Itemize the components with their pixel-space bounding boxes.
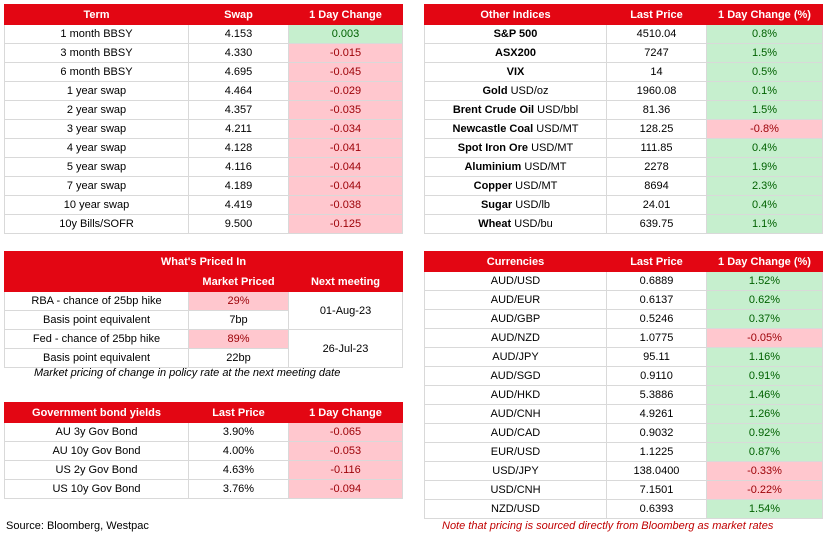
last-price: 111.85 — [607, 139, 707, 158]
change-value: -0.065 — [289, 423, 403, 442]
table-row — [425, 120, 823, 139]
change-value: -0.034 — [289, 120, 403, 139]
change-value: 0.92% — [707, 424, 823, 443]
table-row — [5, 442, 403, 461]
term-label: 3 year swap — [5, 120, 189, 139]
table-row — [5, 461, 403, 480]
table-row — [425, 386, 823, 405]
table-row — [425, 272, 823, 291]
header-currency: Currencies — [425, 252, 607, 272]
change-value: -0.125 — [289, 215, 403, 234]
last-price: 0.6393 — [607, 500, 707, 519]
index-name: ASX200 — [495, 47, 536, 59]
term-label: 10y Bills/SOFR — [5, 215, 189, 234]
rba-bp-label: Basis point equivalent — [5, 311, 189, 330]
index-unit: USD/MT — [528, 142, 574, 154]
header-change: 1 Day Change — [289, 403, 403, 423]
source-note: Source: Bloomberg, Westpac — [6, 520, 149, 532]
term-label: 4 year swap — [5, 139, 189, 158]
change-value: 1.16% — [707, 348, 823, 367]
last-price: 7247 — [607, 44, 707, 63]
change-value: 0.5% — [707, 63, 823, 82]
currencies-table — [424, 251, 823, 519]
currency-pair: AUD/EUR — [425, 291, 607, 310]
last-price: 14 — [607, 63, 707, 82]
index-name: Aluminium — [464, 161, 522, 173]
index-unit: USD/MT — [512, 180, 558, 192]
currency-pair: USD/JPY — [425, 462, 607, 481]
table-row — [425, 348, 823, 367]
change-value: 0.1% — [707, 82, 823, 101]
index-name: Newcastle Coal — [452, 123, 534, 135]
fed-bp-label: Basis point equivalent — [5, 349, 189, 368]
header-next-meeting: Next meeting — [289, 272, 403, 292]
priced-in-title: What's Priced In — [5, 252, 403, 272]
change-value: 1.26% — [707, 405, 823, 424]
index-name: Brent Crude Oil — [452, 104, 535, 116]
change-value: 0.4% — [707, 196, 823, 215]
change-value: -0.33% — [707, 462, 823, 481]
term-label: 1 month BBSY — [5, 25, 189, 44]
table-row — [425, 196, 823, 215]
table-row — [425, 63, 823, 82]
last-price: 3.76% — [189, 480, 289, 499]
index-name: VIX — [506, 66, 525, 78]
header-change: 1 Day Change (%) — [707, 5, 823, 25]
index-name: Wheat — [478, 218, 512, 230]
table-row — [425, 500, 823, 519]
fed-label: Fed - chance of 25bp hike — [5, 330, 189, 349]
index-unit: USD/oz — [507, 85, 549, 97]
currency-pair: NZD/USD — [425, 500, 607, 519]
table-row — [5, 139, 403, 158]
index-unit: USD/MT — [521, 161, 567, 173]
change-value: -0.045 — [289, 63, 403, 82]
change-value: 0.4% — [707, 139, 823, 158]
table-header-row — [5, 5, 403, 25]
index-rows — [425, 25, 823, 234]
last-price: 24.01 — [607, 196, 707, 215]
bond-name: AU 10y Gov Bond — [5, 442, 189, 461]
header-blank — [5, 272, 189, 292]
swap-value: 4.153 — [189, 25, 289, 44]
table-row — [5, 120, 403, 139]
table-row — [425, 405, 823, 424]
header-last-price: Last Price — [189, 403, 289, 423]
last-price: 0.6137 — [607, 291, 707, 310]
change-value: 0.62% — [707, 291, 823, 310]
last-price: 7.1501 — [607, 481, 707, 500]
index-name-cell — [425, 120, 607, 139]
disclaimer-note: Note that pricing is sourced directly from Bloomberg as market rates — [442, 520, 774, 532]
change-value: -0.038 — [289, 196, 403, 215]
change-value: 1.54% — [707, 500, 823, 519]
currency-pair: AUD/HKD — [425, 386, 607, 405]
header-change: 1 Day Change — [289, 5, 403, 25]
swap-value: 4.695 — [189, 63, 289, 82]
change-value: 1.1% — [707, 215, 823, 234]
table-row — [425, 177, 823, 196]
fed-meeting-date: 26-Jul-23 — [289, 330, 403, 368]
change-value: -0.044 — [289, 158, 403, 177]
bond-name: AU 3y Gov Bond — [5, 423, 189, 442]
fed-value: 89% — [189, 330, 289, 349]
fed-bp-value: 22bp — [189, 349, 289, 368]
change-value: 1.46% — [707, 386, 823, 405]
swap-rates-table — [4, 4, 403, 234]
currency-rows — [425, 272, 823, 519]
index-unit: USD/bu — [511, 218, 553, 230]
index-name-cell — [425, 25, 607, 44]
index-name-cell — [425, 101, 607, 120]
rba-bp-value: 7bp — [189, 311, 289, 330]
table-row — [5, 196, 403, 215]
table-row — [425, 424, 823, 443]
index-name: S&P 500 — [493, 28, 538, 40]
table-row — [425, 139, 823, 158]
table-row — [5, 480, 403, 499]
term-label: 1 year swap — [5, 82, 189, 101]
header-last-price: Last Price — [607, 5, 707, 25]
header-bond: Government bond yields — [5, 403, 189, 423]
currency-pair: EUR/USD — [425, 443, 607, 462]
last-price: 3.90% — [189, 423, 289, 442]
last-price: 4.00% — [189, 442, 289, 461]
table-row — [425, 158, 823, 177]
table-row — [425, 291, 823, 310]
change-value: -0.8% — [707, 120, 823, 139]
last-price: 0.5246 — [607, 310, 707, 329]
index-name-cell — [425, 63, 607, 82]
change-value: -0.22% — [707, 481, 823, 500]
change-value: -0.05% — [707, 329, 823, 348]
header-market-priced: Market Priced — [189, 272, 289, 292]
whats-priced-in-table — [4, 251, 403, 368]
index-name-cell — [425, 44, 607, 63]
last-price: 1.1225 — [607, 443, 707, 462]
change-value: -0.015 — [289, 44, 403, 63]
bond-rows — [5, 423, 403, 499]
table-header-row — [425, 252, 823, 272]
currency-pair: AUD/CAD — [425, 424, 607, 443]
last-price: 81.36 — [607, 101, 707, 120]
term-label: 2 year swap — [5, 101, 189, 120]
table-row — [5, 158, 403, 177]
last-price: 4.63% — [189, 461, 289, 480]
swap-value: 4.357 — [189, 101, 289, 120]
index-name: Sugar — [480, 199, 513, 211]
last-price: 1960.08 — [607, 82, 707, 101]
last-price: 95.11 — [607, 348, 707, 367]
last-price: 4510.04 — [607, 25, 707, 44]
swap-value: 4.211 — [189, 120, 289, 139]
last-price: 0.9110 — [607, 367, 707, 386]
government-bond-yields-table — [4, 402, 403, 499]
header-change: 1 Day Change (%) — [707, 252, 823, 272]
rba-row — [5, 292, 403, 311]
header-index: Other Indices — [425, 5, 607, 25]
change-value: -0.041 — [289, 139, 403, 158]
bond-name: US 10y Gov Bond — [5, 480, 189, 499]
last-price: 138.0400 — [607, 462, 707, 481]
change-value: 1.5% — [707, 101, 823, 120]
change-value: 0.003 — [289, 25, 403, 44]
rba-value: 29% — [189, 292, 289, 311]
last-price: 0.9032 — [607, 424, 707, 443]
index-name: Gold — [482, 85, 508, 97]
last-price: 4.9261 — [607, 405, 707, 424]
currency-pair: AUD/JPY — [425, 348, 607, 367]
swap-value: 4.189 — [189, 177, 289, 196]
priced-in-note: Market pricing of change in policy rate at the next meeting date — [34, 367, 341, 379]
currency-pair: AUD/SGD — [425, 367, 607, 386]
header-last-price: Last Price — [607, 252, 707, 272]
swap-value: 4.116 — [189, 158, 289, 177]
table-row — [5, 423, 403, 442]
table-row — [425, 215, 823, 234]
change-value: -0.035 — [289, 101, 403, 120]
table-row — [425, 462, 823, 481]
other-indices-table — [424, 4, 823, 234]
table-row — [425, 481, 823, 500]
swap-value: 4.128 — [189, 139, 289, 158]
rba-meeting-date: 01-Aug-23 — [289, 292, 403, 330]
currency-pair: USD/CNH — [425, 481, 607, 500]
table-row — [425, 310, 823, 329]
index-name-cell — [425, 196, 607, 215]
table-row — [425, 329, 823, 348]
change-value: -0.094 — [289, 480, 403, 499]
rba-label: RBA - chance of 25bp hike — [5, 292, 189, 311]
table-row — [5, 215, 403, 234]
swap-rows — [5, 25, 403, 234]
change-value: 1.52% — [707, 272, 823, 291]
currency-pair: AUD/GBP — [425, 310, 607, 329]
index-name-cell — [425, 139, 607, 158]
change-value: 0.87% — [707, 443, 823, 462]
index-name-cell — [425, 82, 607, 101]
table-header-row — [5, 403, 403, 423]
change-value: 0.91% — [707, 367, 823, 386]
currency-pair: AUD/USD — [425, 272, 607, 291]
index-unit: USD/bbl — [534, 104, 579, 116]
table-row — [5, 82, 403, 101]
index-unit: USD/MT — [533, 123, 579, 135]
index-name-cell — [425, 215, 607, 234]
last-price: 5.3886 — [607, 386, 707, 405]
header-swap: Swap — [189, 5, 289, 25]
table-row — [425, 443, 823, 462]
term-label: 5 year swap — [5, 158, 189, 177]
index-name: Copper — [473, 180, 513, 192]
swap-value: 4.330 — [189, 44, 289, 63]
table-row — [425, 82, 823, 101]
table-row — [5, 25, 403, 44]
table-row — [5, 44, 403, 63]
change-value: 0.37% — [707, 310, 823, 329]
change-value: -0.029 — [289, 82, 403, 101]
table-row — [5, 177, 403, 196]
bond-name: US 2y Gov Bond — [5, 461, 189, 480]
term-label: 6 month BBSY — [5, 63, 189, 82]
change-value: 1.5% — [707, 44, 823, 63]
change-value: -0.044 — [289, 177, 403, 196]
table-row — [425, 367, 823, 386]
index-name-cell — [425, 177, 607, 196]
index-name-cell — [425, 158, 607, 177]
last-price: 8694 — [607, 177, 707, 196]
currency-pair: AUD/CNH — [425, 405, 607, 424]
last-price: 1.0775 — [607, 329, 707, 348]
last-price: 639.75 — [607, 215, 707, 234]
fed-row — [5, 330, 403, 349]
term-label: 10 year swap — [5, 196, 189, 215]
term-label: 3 month BBSY — [5, 44, 189, 63]
currency-pair: AUD/NZD — [425, 329, 607, 348]
swap-value: 9.500 — [189, 215, 289, 234]
term-label: 7 year swap — [5, 177, 189, 196]
swap-value: 4.464 — [189, 82, 289, 101]
table-header-row — [425, 5, 823, 25]
table-row — [5, 101, 403, 120]
last-price: 128.25 — [607, 120, 707, 139]
change-value: 0.8% — [707, 25, 823, 44]
change-value: 1.9% — [707, 158, 823, 177]
table-row — [5, 63, 403, 82]
change-value: -0.053 — [289, 442, 403, 461]
swap-value: 4.419 — [189, 196, 289, 215]
index-name: Spot Iron Ore — [457, 142, 529, 154]
table-title-row — [5, 252, 403, 272]
table-header-row — [5, 272, 403, 292]
last-price: 2278 — [607, 158, 707, 177]
table-row — [425, 25, 823, 44]
change-value: 2.3% — [707, 177, 823, 196]
header-term: Term — [5, 5, 189, 25]
table-row — [425, 101, 823, 120]
last-price: 0.6889 — [607, 272, 707, 291]
table-row — [425, 44, 823, 63]
change-value: -0.116 — [289, 461, 403, 480]
index-unit: USD/lb — [512, 199, 551, 211]
